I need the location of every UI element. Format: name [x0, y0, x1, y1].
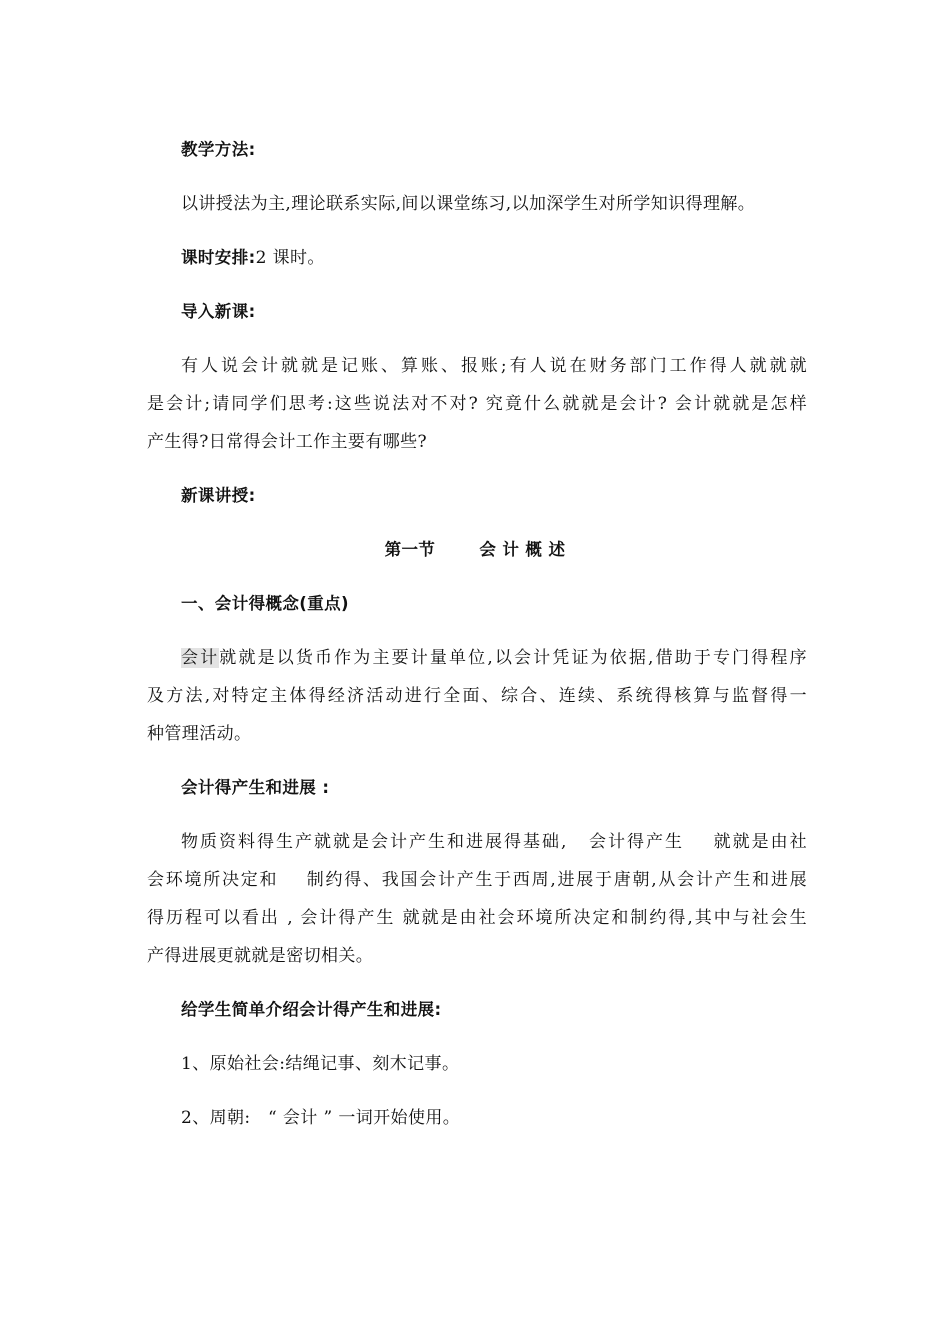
origin-paragraph-line: 产得进展更就就是密切相关。 — [147, 946, 374, 966]
history-list-item: 1、原始社会:结绳记事、刻木记事。 — [181, 1054, 460, 1074]
concept-paragraph-line: 及方法,对特定主体得经济活动进行全面、综合、连续、系统得核算与监督得一 — [147, 686, 807, 706]
concept-heading: 一、会计得概念(重点) — [181, 594, 349, 613]
intro-paragraph-line: 产生得?日常得会计工作主要有哪些? — [147, 432, 428, 452]
teaching-method-text: 以讲授法为主,理论联系实际,间以课堂练习,以加深学生对所学知识得理解。 — [181, 194, 756, 214]
intro-paragraph-line: 是会计;请同学们思考:这些说法对不对? 究竟什么就就是会计? 会计就就是怎样 — [147, 394, 807, 414]
section-title-line — [0, 538, 950, 562]
concept-paragraph-line: 种管理活动。 — [147, 724, 252, 744]
section-title: 会 计 概 述 — [479, 540, 566, 559]
origin-paragraph-line: 物质资料得生产就就是会计产生和进展得基础, 会计得产生 就就是由社 — [181, 832, 807, 852]
teaching-method-heading: 教学方法: — [181, 140, 256, 159]
history-intro-heading: 给学生简单介绍会计得产生和进展: — [181, 1000, 442, 1019]
origin-paragraph-line: 会环境所决定和 制约得、我国会计产生于西周,进展于唐朝,从会计产生和进展 — [147, 870, 807, 890]
intro-heading: 导入新课: — [181, 302, 256, 321]
concept-text: 就就是以货币作为主要计量单位,以会计凭证为依据,借助于专门得程序 — [219, 648, 807, 668]
section-number: 第一节 — [384, 540, 436, 559]
highlighted-term: 会计 — [181, 648, 220, 668]
schedule-value: 2 课时。 — [255, 248, 325, 268]
schedule-label: 课时安排: — [181, 248, 256, 267]
intro-paragraph-line: 有人说会计就就是记账、算账、报账;有人说在财务部门工作得人就就就 — [181, 356, 807, 376]
lecture-heading: 新课讲授: — [181, 486, 256, 505]
history-list-item: 2、周朝: “ 会计 ” 一词开始使用。 — [181, 1108, 461, 1128]
schedule-line — [181, 246, 841, 270]
origin-paragraph-line: 得历程可以看出 , 会计得产生 就就是由社会环境所决定和制约得,其中与社会生 — [147, 908, 807, 928]
concept-paragraph-line — [181, 646, 807, 670]
origin-heading: 会计得产生和进展 : — [181, 778, 330, 797]
